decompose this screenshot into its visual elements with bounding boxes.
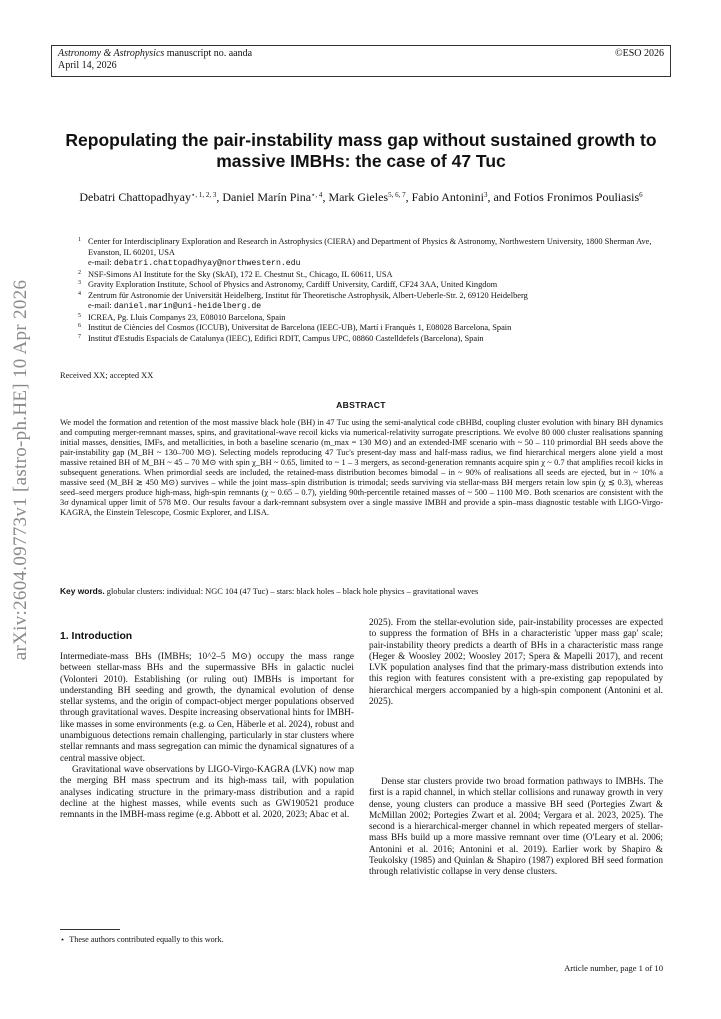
copyright-notice: ©ESO 2026: [615, 48, 664, 59]
footnote-mark: ⋆: [60, 935, 66, 944]
journal-name: Astronomy & Astrophysics: [58, 48, 165, 59]
author-name: Fabio Antonini: [411, 190, 484, 204]
keywords-label: Key words.: [60, 586, 105, 596]
affiliation-item: 4 Zentrum für Astronomie der Universität Heidelberg, Institut für Theoretische Astrophysik, Albert-Ueberle-Str. 2, 69120 Heidelberg e-mail: daniel.marin@uni-heidelberg.de: [78, 290, 528, 311]
keywords-text: globular clusters: individual: NGC 104 (47 Tuc) – stars: black holes – black hole physics – gravitational waves: [106, 587, 479, 596]
paragraph: Gravitational wave observations by LIGO-Virgo-KAGRA (LVK) now map the merging BH mass spectrum and its high-mass tail, with population analyses indicating structure in the primary-mass distribution and a rapid decline at the highest masses, while events such as GW190521 produce remnants in the IMBH-mass regime (e.g. Abbott et al. 2020, 2023; Abac et al.: [60, 764, 354, 821]
footnote: [60, 934, 224, 944]
paragraph: 2025). From the stellar-evolution side, pair-instability processes are expected to suppress the formation of BHs in a characteristic 'upper mass gap' scale; pair-instability theory predicts a dearth of BHs in a characteristic mass range (Heger & Woosley 2002; Woosley 2017; Spera & Mapelli 2017), and recent LVK population analyses find that the primary-mass distribution extends into this region with features consistent with a pre-existing gap repopulated by hierarchical mergers accompanied by a high-spin component (Antonini et al. 2025).: [369, 618, 663, 708]
paragraph: Intermediate-mass BHs (IMBHs; 10^2–5 M⊙) occupy the mass range between stellar-mass BHs and the supermassive BHs in galactic nuclei (Volonteri 2010). Establishing (or ruling out) IMBHs is important for understanding BH seeding and growth, the dynamical evolution of dense stellar systems, and the origin of compact-object merger populations observed through gravitational waves. Despite increasing observational hints for IMBH-like masses in some environments (e.g. ω Cen, Häberle et al. 2024), robust and unambiguous detections remain challenging, particularly in star clusters where stellar remnants and mass segregation can mimic the dynamical signatures of a central massive object.: [60, 652, 354, 764]
author-list: Debatri Chattopadhyay$^{⋆, 1, 2, 3}$, Daniel Marín Pina$^{⋆, 4}$, Mark Gieles$^{5, 6, 7}$, Fabio Antonini$^3$, and Fotios Fronimos Pouliasis$^6$: [79, 190, 643, 204]
email-link[interactable]: debatri.chattopadhyay@northwestern.edu: [113, 259, 301, 268]
affiliation-list: [78, 237, 663, 344]
author-affil-mark: 5, 6, 7: [388, 191, 406, 199]
left-column: [60, 652, 354, 821]
journal-line: [58, 48, 252, 59]
email-link[interactable]: daniel.marin@uni-heidelberg.de: [113, 302, 262, 311]
arxiv-sidebar-stamp: [4, 240, 38, 700]
affiliation-item: 5 ICREA, Pg. Lluís Companys 23, E08010 Barcelona, Spain: [78, 312, 286, 322]
abstract-heading: ABSTRACT: [336, 400, 386, 410]
author-affil-mark: ⋆, 1, 2, 3: [191, 191, 217, 199]
right-column-paragraph: [369, 618, 663, 708]
author-name: Mark Gieles: [328, 190, 389, 204]
affiliation-item: 6 Institut de Ciències del Cosmos (ICCUB), Universitat de Barcelona (IEEC-UB), Martí i Franquès 1, E08028 Barcelona, Spain: [78, 323, 512, 332]
section-heading-introduction: 1. Introduction: [60, 631, 133, 642]
header-date: April 14, 2026: [58, 60, 117, 71]
abstract-text: We model the formation and retention of the most massive black hole (BH) in 47 Tuc using the semi-analytical code cBHBd, coupling cluster evolution with binary BH dynamics and computing merger-remnant masses, spins, and gravitational-wave recoil kicks via numerical-relativity surrogate prescriptions. We evolve 80 000 cluster realisations spanning initial masses, densities, IMFs, and metallicities, in both a baseline scenario (m_max = 130 M⊙) and an extended-IMF scenario with ~ 50 – 110 primordial BH seeds above the pair-instability gap (M_BH ~ 130–700 M⊙). Selecting models reproducing 47 Tuc's present-day mass and half-mass radius, we find hierarchical mergers alone yield a most massive retained BH of M_BH ~ 45 – 70 M⊙ with spin χ_BH ~ 0.65, limited to ~ 1 – 3 mergers, as second-generation remnants acquire spin χ ~ 0.7 that amplifies recoil kicks in subsequent generations. When primordial seeds are included, the retained-mass distribution becomes bimodal – in ~ 90% of realisations all seeds are ejected, but in ~ 10% a massive seed (M_BH ≳ 450 M⊙) survives – while the joint mass–spin distribution is trimodal; seeds surviving via stellar-mass BH mergers retain low spin (χ ≲ 0.3), whereas seed–seed mergers produce high-mass, high-spin remnants (χ ~ 0.65 – 0.7), yielding 90th-percentile retained masses of ~ 500 – 1100 M⊙. Both scenarios are consistent with the 3σ dynamical upper limit of 578 M⊙. Our results favour a dark-remnant subsystem over a single massive IMBH and provide a spin–mass diagnostic testable with LIGO-Virgo-KAGRA, the Einstein Telescope, Cosmic Explorer, and LISA.: [60, 418, 663, 518]
right-column-paragraph: [369, 777, 663, 879]
author-name: Debatri Chattopadhyay: [79, 190, 191, 204]
author-affil-mark: ⋆, 4: [311, 191, 323, 199]
arxiv-identifier: arXiv:2604.09773v1 [astro-ph.HE] 10 Apr 2026: [10, 279, 31, 661]
paper-title: Repopulating the pair-instability mass gap without sustained growth to massive IMBHs: the case of 47 Tuc: [65, 130, 657, 171]
affiliation-item: 1 Center for Interdisciplinary Exploration and Research in Astrophysics (CIERA) and Department of Physics & Astronomy, Northwestern University, 1800 Sherman Ave, Evanston, IL 60201, USA e-mail: debatri.chattopadhyay@northwestern.edu: [78, 237, 652, 268]
author-name: Fotios Fronimos Pouliasis: [513, 190, 640, 204]
keywords: [60, 586, 663, 597]
manuscript-number: manuscript no. aanda: [164, 48, 253, 59]
author-name: Daniel Marín Pina: [222, 190, 312, 204]
author-affil-mark: 6: [639, 191, 643, 199]
received-accepted-line: Received XX; accepted XX: [60, 371, 154, 380]
affiliation-item: 3 Gravity Exploration Institute, School of Physics and Astronomy, Cardiff University, Cardiff, CF24 3AA, United Kingdom: [78, 280, 498, 289]
footnote-text: These authors contributed equally to this work.: [69, 935, 224, 944]
page-number: Article number, page 1 of 10: [564, 963, 663, 973]
footnote-rule: [60, 929, 120, 930]
affiliation-item: 2 NSF-Simons AI Institute for the Sky (SkAI), 172 E. Chestnut St., Chicago, IL 60611, USA: [78, 269, 393, 279]
paragraph: Dense star clusters provide two broad formation pathways to IMBHs. The first is a rapid channel, in which stellar collisions and runaway growth in very dense, young clusters can produce a massive BH seed (Portegies Zwart & McMillan 2002; Portegies Zwart et al. 2004; Vergara et al. 2023, 2025). The second is a hierarchical-merger channel in which repeated mergers of stellar-mass BHs build up a more massive remnant over time (O'Leary et al. 2006; Antonini et al. 2016; Antonini et al. 2019). Earlier work by Shapiro & Teukolsky (1985) and Quinlan & Shapiro (1987) explored BH seed formation through relativistic collapse in very dense clusters.: [369, 777, 663, 878]
affiliation-item: 7 Institut d'Estudis Espacials de Catalunya (IEEC), Edifici RDIT, Campus UPC, 08860 Castelldefels (Barcelona), Spain: [78, 333, 484, 343]
author-affil-mark: 3: [483, 191, 488, 199]
